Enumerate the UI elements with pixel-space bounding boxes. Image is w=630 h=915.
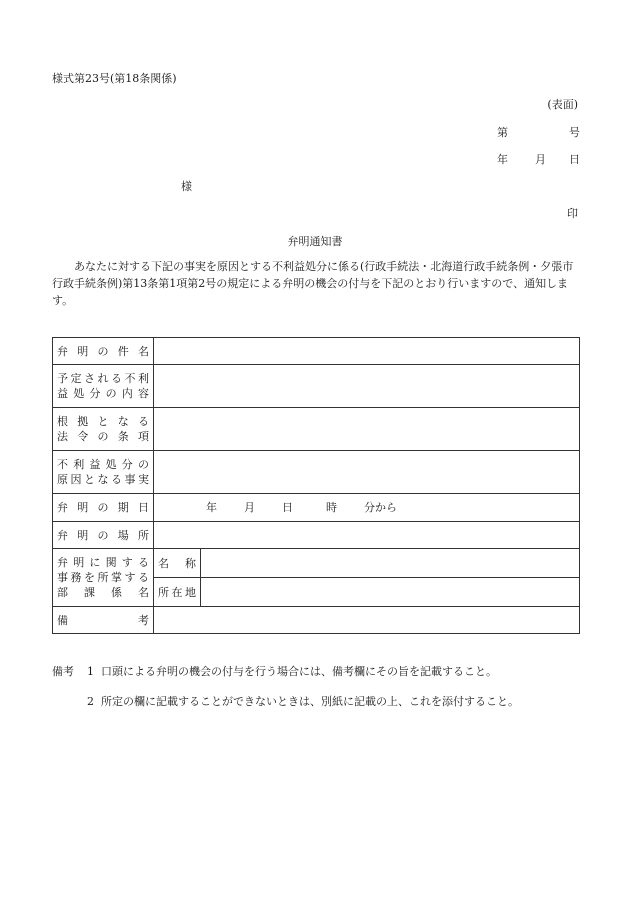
deadline-label: 弁明の期日 [53, 494, 154, 522]
deadline-hour: 時 [326, 501, 337, 514]
table-row-remarks [53, 607, 580, 634]
footnote-text: 口頭による弁明の機会の付与を行う場合には、備考欄にその旨を記載すること。 [101, 665, 497, 678]
footnote-text: 所定の欄に記載することができないときは、別紙に記載の上、これを添付すること。 [101, 695, 519, 708]
table-row-cause [53, 451, 580, 494]
disposition-value [154, 365, 580, 408]
subject-value [154, 338, 580, 365]
basis-value [154, 408, 580, 451]
table-row-disposition [53, 365, 580, 408]
deadline-month: 月 [244, 501, 255, 514]
place-label: 弁明の場所 [53, 522, 154, 549]
table-row-deadline [53, 494, 580, 522]
addressee-suffix: 様 [181, 180, 192, 193]
issue-date-day: 日 [569, 153, 580, 166]
office-name-value [201, 549, 580, 578]
notice-body: あなたに対する下記の事実を原因とする不利益処分に係る(行政手続法・北海道行政手続条例・夕張市行政手続条例)第13条第1項第2号の規定による弁明の機会の付与を下記のとおり行いますので、通知します。 [52, 260, 574, 307]
face-side-label: (表面) [547, 98, 578, 111]
form-number: 様式第23号(第18条関係) [52, 72, 177, 85]
issue-date-month: 月 [535, 153, 546, 166]
footnote-item [52, 695, 582, 709]
notice-table [52, 337, 580, 634]
disposition-label: 予定される不利 益処分の内容 [53, 365, 154, 408]
footnote-item [52, 665, 582, 679]
deadline-day: 日 [282, 501, 293, 514]
deadline-value [154, 494, 580, 522]
basis-label: 根拠となる 法令の条項 [53, 408, 154, 451]
table-row-basis [53, 408, 580, 451]
office-label: 弁明に関する 事務を所掌する 部課係名 [53, 549, 154, 607]
place-value [154, 522, 580, 549]
document-number-suffix: 号 [569, 126, 580, 139]
remarks-value [154, 607, 580, 634]
footnote-number: 2 [87, 695, 94, 708]
subject-label: 弁明の件名 [53, 338, 154, 365]
cause-value [154, 451, 580, 494]
office-name-label: 名 称 [154, 549, 201, 578]
deadline-minute: 分から [364, 501, 397, 514]
table-row-office-name [53, 549, 580, 578]
remarks-label: 備考 [53, 607, 154, 634]
document-title: 弁明通知書 [287, 235, 343, 248]
footnotes-heading: 備考 [52, 665, 74, 678]
seal-mark: 印 [567, 207, 578, 220]
office-address-label: 所在地 [154, 578, 201, 607]
footnotes [52, 665, 582, 725]
office-address-value [201, 578, 580, 607]
deadline-year: 年 [206, 501, 217, 514]
table-row-subject [53, 338, 580, 365]
table-row-place [53, 522, 580, 549]
issue-date-year: 年 [497, 153, 508, 166]
cause-label: 不利益処分の 原因となる事実 [53, 451, 154, 494]
footnote-number: 1 [87, 665, 94, 678]
document-number-prefix: 第 [497, 126, 508, 139]
